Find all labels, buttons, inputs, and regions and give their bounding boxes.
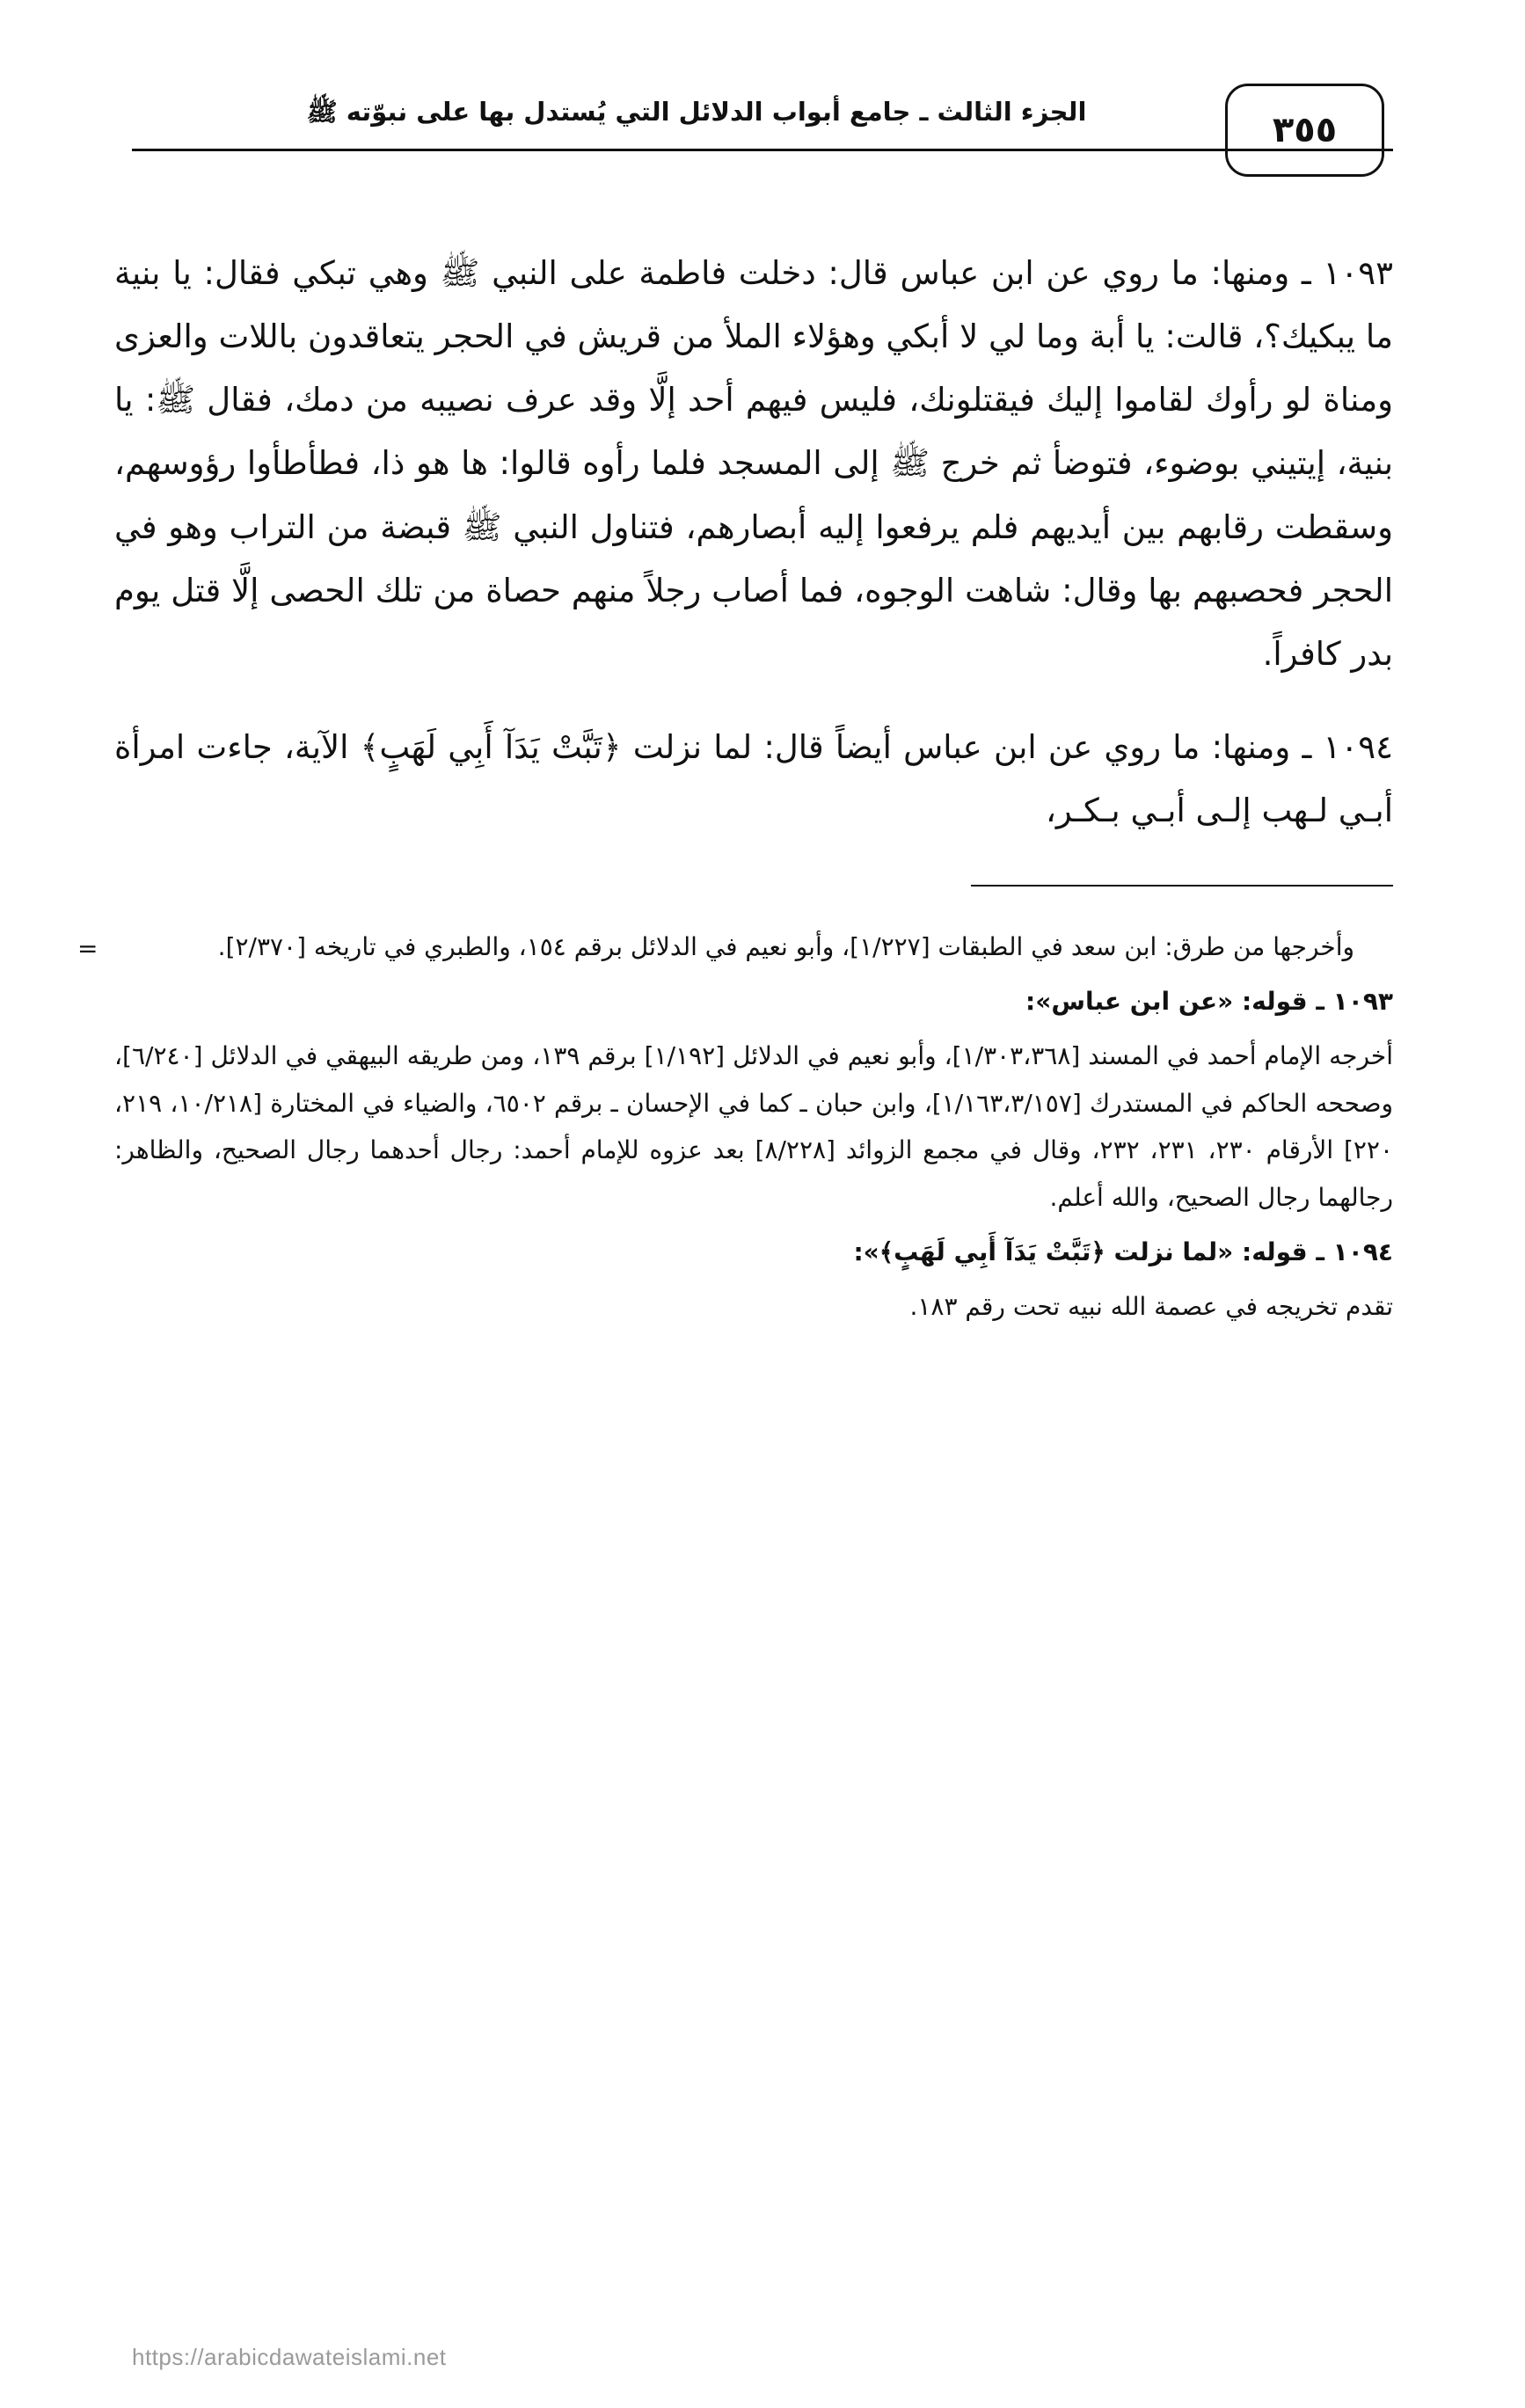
footnote-separator [971, 885, 1393, 887]
footnote-separator-wrap [114, 885, 1393, 894]
page-header [132, 84, 1393, 180]
footnote-continuation [77, 923, 1393, 971]
continuation-mark: = [77, 934, 99, 964]
page-number: ٣٥٥ [1272, 110, 1338, 150]
site-watermark: https://arabicdawateislami.net [132, 2344, 447, 2370]
document-page [0, 84, 1525, 2408]
footnote-head-1093: ١٠٩٣ ـ قوله: «عن ابن عباس»: [1025, 987, 1393, 1017]
footnote-continuation-text: وأخرجها من طرق: ابن سعد في الطبقات [١/٢٢٧]، وأبو نعيم في الدلائل برقم ١٥٤، والطبري في تاريخه [٢/٣٧٠]. [217, 932, 1354, 962]
paragraph-1094: ١٠٩٤ ـ ومنها: ما روي عن ابن عباس أيضاً قال: لما نزلت ﴿تَبَّتْ يَدَآ أَبِي لَهَبٍ﴾ الآية، جاءت امرأة أبـي لـهب إلـى أبـي بـكـر، [114, 727, 1393, 830]
footnote-body-1094: تقدم تخريجه في عصمة الله نبيه تحت رقم ١٨٣. [909, 1291, 1393, 1321]
page-number-box [1225, 84, 1384, 177]
paragraph-1093: ١٠٩٣ ـ ومنها: ما روي عن ابن عباس قال: دخلت فاطمة على النبي ﷺ وهي تبكي فقال: يا بنية ما يبكيك؟، قالت: يا أبة وما لي لا أبكي وهؤلاء الملأ من قريش في الحجر يتعاقدون باللات والعزى ومناة لو رأوك لقاموا إليك فيقتلونك، فليس فيهم أحد إلَّا وقد عرف نصيبه من دمك، فقال ﷺ: يا بنية، إيتيني بوضوء، فتوضأ ثم خرج ﷺ إلى المسجد فلما رأوه قالوا: ها هو ذا، فطأطأوا رؤوسهم، وسقطت رقابهم بين أيديهم فلم يرفعوا إليه أبصارهم، فتناول النبي ﷺ قبضة من التراب وهو في الحجر فحصبهم بها وقال: شاهت الوجوه، فما أصاب رجلاً منهم حصاة من تلك الحصى إلَّا قتل يوم بدر كافراً. [114, 254, 1393, 673]
header-divider [132, 149, 1393, 151]
footnotes-section [77, 923, 1394, 1330]
footnote-head-1094: ١٠٩٤ ـ قوله: «لما نزلت ﴿تَبَّتْ يَدَآ أَبِي لَهَبٍ﴾»: [853, 1237, 1393, 1266]
main-text [114, 242, 1393, 843]
running-head-title: الجزء الثالث ـ جامع أبواب الدلائل التي يُستدل بها على نبوّته ﷺ [306, 97, 1087, 127]
footnote-body-1093: أخرجه الإمام أحمد في المسند [١/٣٠٣،٣٦٨]، وأبو نعيم في الدلائل [١/١٩٢] برقم ١٣٩، ومن طريقه البيهقي في الدلائل [٦/٢٤٠]، وصححه الحاكم في المستدرك [١/١٦٣،٣/١٥٧]، وابن حبان ـ كما في الإحسان ـ برقم ٦٥٠٢، والضياء في المختارة [١٠/٢١٨، ٢١٩، ٢٢٠] الأرقام ٢٣٠، ٢٣١، ٢٣٢، وقال في مجمع الزوائد [٨/٢٢٨] بعد عزوه للإمام أحمد: رجال أحدهما رجال الصحيح، والظاهر: رجالهما رجال الصحيح، والله أعلم. [114, 1040, 1394, 1213]
